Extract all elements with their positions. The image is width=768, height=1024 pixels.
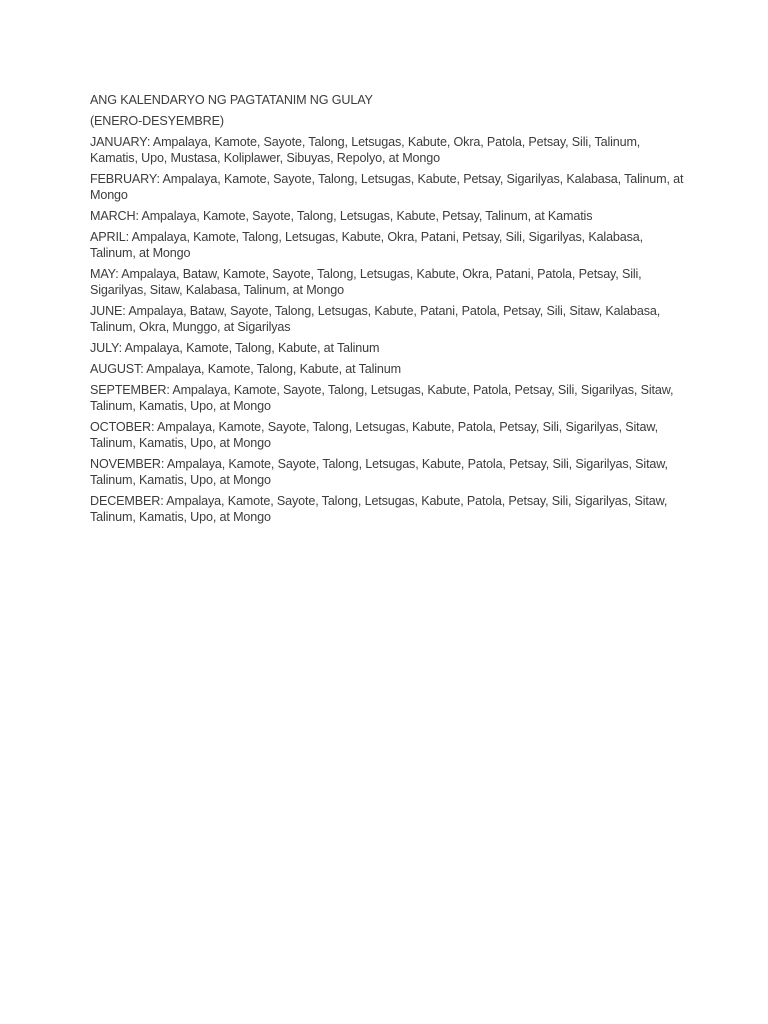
crop-list: Ampalaya, Kamote, Sayote, Talong, Letsugas, Kabute, Okra, Patola, Petsay, Sili, Talinum, Kamatis, Upo, Mustasa, Koliplawer, Sibuyas, Repolyo, at Mongo: [90, 135, 641, 165]
month-label: SEPTEMBER: [90, 383, 167, 397]
month-label: FEBRUARY: [90, 172, 157, 186]
month-entry-april: APRIL: Ampalaya, Kamote, Talong, Letsugas, Kabute, Okra, Patani, Petsay, Sili, Sigarilyas, Kalabasa, Talinum, at Mongo: [90, 230, 643, 260]
month-entry-october: OCTOBER: Ampalaya, Kamote, Sayote, Talong, Letsugas, Kabute, Patola, Petsay, Sili, Sigarilyas, Sitaw, Talinum, Kamatis, Upo, at Mongo: [90, 420, 658, 450]
month-entry-may: MAY: Ampalaya, Bataw, Kamote, Sayote, Talong, Letsugas, Kabute, Okra, Patani, Patola, Petsay, Sili, Sigarilyas, Sitaw, Kalabasa, Talinum, at Mongo: [90, 267, 642, 297]
document-page: [90, 92, 690, 530]
month-entry-august: AUGUST: Ampalaya, Kamote, Talong, Kabute, at Talinum: [90, 362, 401, 376]
month-label: MARCH: [90, 209, 136, 223]
month-label: OCTOBER: [90, 420, 151, 434]
month-label: APRIL: [90, 230, 126, 244]
crop-list: Ampalaya, Kamote, Talong, Kabute, at Talinum: [124, 341, 380, 355]
document-subtitle: (ENERO-DESYEMBRE): [90, 114, 224, 128]
crop-list: Ampalaya, Kamote, Sayote, Talong, Letsugas, Kabute, Patola, Petsay, Sili, Sigarilyas, Sitaw, Talinum, Kamatis, Upo, at Mongo: [90, 420, 658, 450]
month-entry-march: MARCH: Ampalaya, Kamote, Sayote, Talong, Letsugas, Kabute, Petsay, Talinum, at Kamatis: [90, 209, 593, 223]
month-label: DECEMBER: [90, 494, 161, 508]
month-entry-december: DECEMBER: Ampalaya, Kamote, Sayote, Talong, Letsugas, Kabute, Patola, Petsay, Sili, Sigarilyas, Sitaw, Talinum, Kamatis, Upo, at Mongo: [90, 494, 668, 524]
month-label: JANUARY: [90, 135, 147, 149]
crop-list: Ampalaya, Kamote, Sayote, Talong, Letsugas, Kabute, Patola, Petsay, Sili, Sigarilyas, Sitaw, Talinum, Kamatis, Upo, at Mongo: [90, 494, 668, 524]
month-entry-february: FEBRUARY: Ampalaya, Kamote, Sayote, Talong, Letsugas, Kabute, Petsay, Sigarilyas, Kalabasa, Talinum, at Mongo: [90, 172, 684, 202]
month-label: MAY: [90, 267, 116, 281]
month-label: AUGUST: [90, 362, 141, 376]
month-entry-november: NOVEMBER: Ampalaya, Kamote, Sayote, Talong, Letsugas, Kabute, Patola, Petsay, Sili, Sigarilyas, Sitaw, Talinum, Kamatis, Upo, at Mongo: [90, 457, 668, 487]
crop-list: Ampalaya, Kamote, Sayote, Talong, Letsugas, Kabute, Patola, Petsay, Sili, Sigarilyas, Sitaw, Talinum, Kamatis, Upo, at Mongo: [90, 383, 674, 413]
month-entry-june: JUNE: Ampalaya, Bataw, Sayote, Talong, Letsugas, Kabute, Patani, Patola, Petsay, Sili, Sitaw, Kalabasa, Talinum, Okra, Munggo, at Sigarilyas: [90, 304, 661, 334]
crop-list: Ampalaya, Kamote, Sayote, Talong, Letsugas, Kabute, Petsay, Talinum, at Kamatis: [141, 209, 593, 223]
month-label: JULY: [90, 341, 119, 355]
month-entry-january: JANUARY: Ampalaya, Kamote, Sayote, Talong, Letsugas, Kabute, Okra, Patola, Petsay, Sili, Talinum, Kamatis, Upo, Mustasa, Koliplawer, Sibuyas, Repolyo, at Mongo: [90, 135, 641, 165]
month-label: JUNE: [90, 304, 123, 318]
crop-list: Ampalaya, Kamote, Talong, Letsugas, Kabute, Okra, Patani, Petsay, Sili, Sigarilyas, Kalabasa, Talinum, at Mongo: [90, 230, 643, 260]
month-entry-july: JULY: Ampalaya, Kamote, Talong, Kabute, at Talinum: [90, 341, 380, 355]
month-entry-september: SEPTEMBER: Ampalaya, Kamote, Sayote, Talong, Letsugas, Kabute, Patola, Petsay, Sili, Sigarilyas, Sitaw, Talinum, Kamatis, Upo, at Mongo: [90, 383, 674, 413]
crop-list: Ampalaya, Bataw, Sayote, Talong, Letsugas, Kabute, Patani, Patola, Petsay, Sili, Sitaw, Kalabasa, Talinum, Okra, Munggo, at Sigarilyas: [90, 304, 661, 334]
document-title: ANG KALENDARYO NG PAGTATANIM NG GULAY: [90, 93, 373, 107]
month-label: NOVEMBER: [90, 457, 161, 471]
crop-list: Ampalaya, Kamote, Sayote, Talong, Letsugas, Kabute, Patola, Petsay, Sili, Sigarilyas, Sitaw, Talinum, Kamatis, Upo, at Mongo: [90, 457, 668, 487]
crop-list: Ampalaya, Kamote, Sayote, Talong, Letsugas, Kabute, Petsay, Sigarilyas, Kalabasa, Talinum, at Mongo: [90, 172, 684, 202]
crop-list: Ampalaya, Kamote, Talong, Kabute, at Talinum: [146, 362, 401, 376]
crop-list: Ampalaya, Bataw, Kamote, Sayote, Talong, Letsugas, Kabute, Okra, Patani, Patola, Petsay, Sili, Sigarilyas, Sitaw, Kalabasa, Talinum, at Mongo: [90, 267, 642, 297]
